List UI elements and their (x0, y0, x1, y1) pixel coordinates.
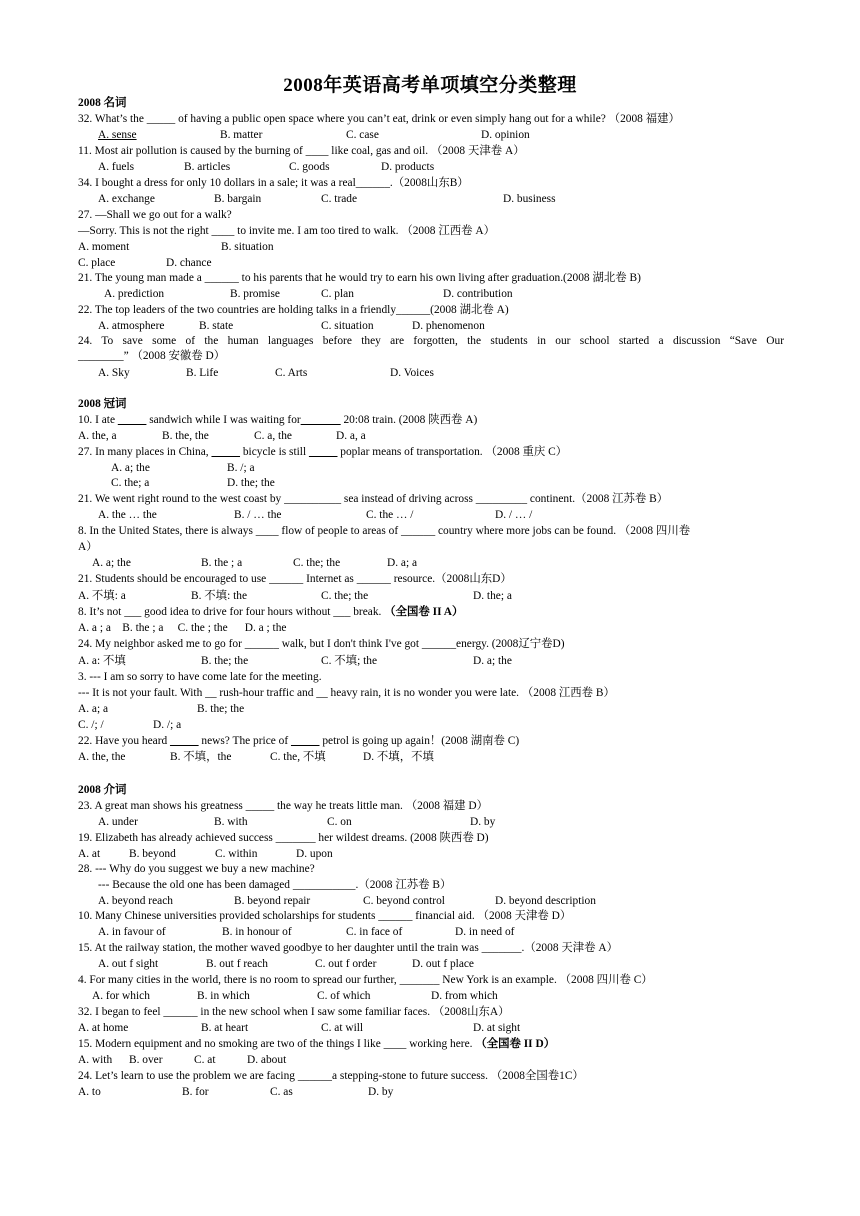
question-text: 10. I ate _____ sandwich while I was waiting for_______ 20:08 train. (2008 陕西卷 A) (78, 414, 478, 426)
option-c: C. case (346, 129, 379, 141)
option-b: B. 不填: the (191, 590, 248, 602)
question-text: 24. Let’s learn to use the problem we are facing ______a stepping-stone to future success. （2008全国卷1C） (78, 1070, 584, 1082)
option-d: D. the; a (473, 590, 512, 602)
option-c: C. plan (321, 288, 354, 300)
question-text: 4. For many cities in the world, there is no room to spread our further, _______ New York is an example. （2008 四川卷 C） (78, 974, 653, 986)
option-b: B. the; the (201, 655, 249, 667)
question-text: 34. I bought a dress for only 10 dollars in a sale; it was a real______.（2008山东B） (78, 177, 469, 189)
option-c: C. the … / (366, 509, 414, 521)
option-c: C. a, the (254, 430, 292, 442)
option-a: A. to (78, 1086, 101, 1098)
option-a: A. Sky (98, 367, 130, 379)
option-a: A. the, the (78, 751, 126, 763)
question-text: 19. Elizabeth has already achieved success _______ her wildest dreams. (2008 陕西卷 D) (78, 832, 489, 844)
option-a: A. exchange (98, 193, 155, 205)
option-d: D. a, a (336, 430, 366, 442)
question-text: 22. The top leaders of the two countries are holding talks in a friendly______(2008 湖北卷 A) (78, 304, 509, 316)
option-b: B. the ; a (201, 557, 243, 569)
question-text: 32. What’s the _____ of having a public open space where you can’t eat, drink or even simply hang out for a while? （2008 福建） (78, 113, 680, 125)
page-title: 2008年英语高考单项填空分类整理 (283, 75, 577, 96)
option-d: D. products (381, 161, 435, 173)
option-b: B. in honour of (222, 926, 292, 938)
question-text: 22. Have you heard _____ news? The price of _____ petrol is going up again！(2008 湖南卷 C) (78, 735, 520, 747)
question-text: 21. The young man made a ______ to his parents that he would try to earn his own living after graduation.(2008 湖北卷 B) (78, 272, 641, 284)
option-b: B. Life (186, 367, 219, 379)
option-d: D. a; the (473, 655, 512, 667)
option-c: C. situation (321, 320, 374, 332)
option-d: D. 不填，不填 (363, 751, 434, 763)
option-d: D. chance (166, 257, 212, 269)
option-c: C. goods (289, 161, 330, 173)
question-text: --- It is not your fault. With __ rush-hour traffic and __ heavy rain, it is no wonder you were late. （2008 江西卷 B） (78, 687, 615, 699)
question-text: 24. To save some of the human languages before they are forgotten, the students in our school started a discussion “Save Our (78, 335, 784, 347)
question-text: ________” （2008 安徽卷 D） (78, 350, 226, 362)
option-b: B. over (129, 1054, 163, 1066)
question-text: A） (78, 541, 98, 553)
option-d: D. from which (431, 990, 498, 1002)
section-heading-noun: 2008 名词 (78, 97, 127, 109)
option-b: B. 不填，the (170, 751, 232, 763)
option-d: D. upon (296, 848, 333, 860)
option-d: D. the; the (227, 477, 275, 489)
question-text: 32. I began to feel ______ in the new school when I saw some familiar faces. （2008山东A） (78, 1006, 510, 1018)
option-d: D. Voices (390, 367, 434, 379)
option-a: A. the, a (78, 430, 117, 442)
option-c: C. at (194, 1054, 216, 1066)
question-text: 27. —Shall we go out for a walk? (78, 209, 232, 221)
question-text: —Sorry. This is not the right ____ to invite me. I am too tired to walk. （2008 江西卷 A） (78, 225, 495, 237)
option-c: C. place (78, 257, 116, 269)
option-b: B. articles (184, 161, 231, 173)
section-heading-article: 2008 冠词 (78, 398, 127, 410)
option-a: A. beyond reach (98, 895, 173, 907)
question-text: 24. My neighbor asked me to go for ______ walk, but I don't think I've got ______energy. (2008辽宁卷D) (78, 638, 565, 650)
option-a: A. a; a (78, 703, 109, 715)
option-b: B. promise (230, 288, 280, 300)
option-b: B. beyond (129, 848, 176, 860)
section-heading-preposition: 2008 介词 (78, 784, 127, 796)
option-b: B. at heart (201, 1022, 249, 1034)
option-c: C. as (270, 1086, 293, 1098)
option-a: A. for which (92, 990, 150, 1002)
question-text: 10. Many Chinese universities provided scholarships for students ______ financial aid. （2008 天津卷 D） (78, 910, 572, 922)
option-a: A. the … the (98, 509, 157, 521)
option-c: C. /; / (78, 719, 104, 731)
option-b: B. in which (197, 990, 250, 1002)
option-c: C. beyond control (363, 895, 445, 907)
question-text: 27. In many places in China, _____ bicycle is still _____ poplar means of transportation. （2008 重庆 C） (78, 446, 568, 458)
option-b: B. for (182, 1086, 209, 1098)
option-c: C. the; a (111, 477, 150, 489)
option-b: B. matter (220, 129, 263, 141)
option-d: D. a; a (387, 557, 418, 569)
question-text: 21. We went right round to the west coast by __________ sea instead of driving across _________ continent.（2008 江苏卷 B） (78, 493, 669, 505)
option-a: A. a; the (111, 462, 150, 474)
option-b: B. beyond repair (234, 895, 311, 907)
option-b: B. the; the (197, 703, 245, 715)
option-d: D. beyond description (495, 895, 596, 907)
option-a: A. a; the (92, 557, 131, 569)
question-text: --- Because the old one has been damaged ___________.（2008 江苏卷 B） (98, 879, 452, 891)
question-text: 8. In the United States, there is always ____ flow of people to areas of ______ country where more jobs can be found. （2008 四川卷 (78, 525, 691, 537)
option-a: A. at (78, 848, 101, 860)
option-a: A. under (98, 816, 138, 828)
option-b: B. state (199, 320, 234, 332)
question-text: 15. Modern equipment and no smoking are two of the things I like ____ working here. （全国卷 II D） (78, 1038, 556, 1050)
option-d: D. / … / (495, 509, 533, 521)
option-d: D. by (368, 1086, 394, 1098)
option-a: A. atmosphere (98, 320, 165, 332)
option-b: B. the, the (162, 430, 209, 442)
option-b: B. bargain (214, 193, 262, 205)
option-b: B. situation (221, 241, 274, 253)
option-a: A. with (78, 1054, 113, 1066)
option-a: A. moment (78, 241, 130, 253)
option-c: C. out f order (315, 958, 377, 970)
option-b: B. / … the (234, 509, 282, 521)
option-d: D. /; a (153, 719, 182, 731)
option-d: D. in need of (455, 926, 515, 938)
option-d: D. out f place (412, 958, 474, 970)
option-d: D. business (503, 193, 556, 205)
option-c: C. on (327, 816, 352, 828)
option-c: C. the, 不填 (270, 751, 326, 763)
option-b: B. with (214, 816, 248, 828)
option-d: D. at sight (473, 1022, 521, 1034)
option-d: D. opinion (481, 129, 530, 141)
option-d: D. by (470, 816, 496, 828)
option-d: D. phenomenon (412, 320, 485, 332)
question-text: 23. A great man shows his greatness _____ the way he treats little man. （2008 福建 D） (78, 800, 488, 812)
option-c: C. the; the (293, 557, 341, 569)
options-line: A. a ; a B. the ; a C. the ; the D. a ; the (78, 622, 287, 634)
question-text: 28. --- Why do you suggest we buy a new machine? (78, 863, 315, 875)
option-a: A. 不填: a (78, 590, 126, 602)
option-a: A. in favour of (98, 926, 166, 938)
option-c: C. at will (321, 1022, 364, 1034)
question-text: 11. Most air pollution is caused by the burning of ____ like coal, gas and oil. （2008 天津卷 A） (78, 145, 525, 157)
question-text: 21. Students should be encouraged to use ______ Internet as ______ resource.（2008山东D） (78, 573, 512, 585)
option-c: C. trade (321, 193, 358, 205)
option-a: A. fuels (98, 161, 135, 173)
question-text: 8. It’s not ___ good idea to drive for four hours without ___ break. （全国卷 II A） (78, 606, 464, 618)
option-c: C. the; the (321, 590, 369, 602)
option-b: B. /; a (227, 462, 255, 474)
option-a: A. at home (78, 1022, 129, 1034)
option-a: A. out f sight (98, 958, 159, 970)
option-b: B. out f reach (206, 958, 268, 970)
option-c: C. within (215, 848, 258, 860)
question-text: 15. At the railway station, the mother waved goodbye to her daughter until the train was _______.（2008 天津卷 A） (78, 942, 619, 954)
option-a: A. a: 不填 (78, 655, 126, 667)
option-c: C. in face of (346, 926, 403, 938)
question-text: 3. --- I am so sorry to have come late for the meeting. (78, 671, 322, 683)
option-c: C. of which (317, 990, 371, 1002)
option-c: C. Arts (275, 367, 308, 379)
option-a: A. prediction (104, 288, 165, 300)
option-d: D. contribution (443, 288, 513, 300)
option-c: C. 不填; the (321, 655, 378, 667)
option-a: A. sense (98, 129, 137, 141)
option-d: D. about (247, 1054, 287, 1066)
